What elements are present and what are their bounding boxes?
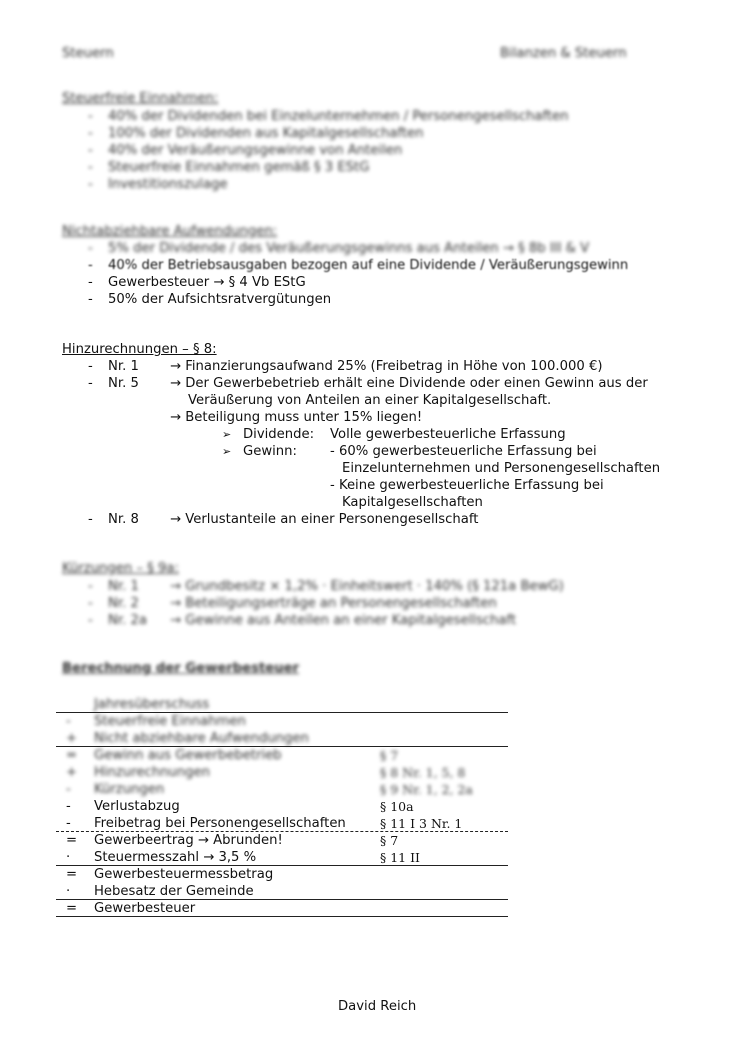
steuerfrei-item: Steuerfreie Einnahmen gemäß § 3 EStG [108, 160, 370, 175]
calc-ref: § 11 II [380, 850, 420, 865]
bullet-dash: - [88, 359, 93, 374]
bullet-dash: - [88, 126, 93, 141]
kuerzung-text: → Beteiligungserträge an Personengesellschaften [170, 596, 497, 611]
bullet-dash: - [88, 596, 93, 611]
bullet-dash: - [88, 241, 93, 256]
steuerfrei-item: 40% der Dividenden bei Einzelunternehmen / Personengesellschaften [108, 109, 569, 124]
kuerzung-label: Nr. 2 [108, 596, 139, 611]
bullet-dash: - [88, 258, 93, 273]
nr5-line: → Beteiligung muss unter 15% liegen! [170, 410, 423, 425]
footer-author: David Reich [338, 999, 417, 1014]
kuerzung-text: → Grundbesitz × 1,2% · Einheitswert · 140% (§ 121a BewG) [170, 579, 564, 594]
calc-label: Verlustabzug [94, 799, 180, 814]
bullet-dash: - [88, 177, 93, 192]
nr5-line: → Der Gewerbebetrieb erhält eine Dividende oder einen Gewinn aus der [170, 376, 648, 391]
nr8-label: Nr. 8 [108, 512, 139, 527]
calc-label: Hinzurechnungen [94, 765, 210, 780]
bullet-dash: - [88, 376, 93, 391]
nicht-abziehbar-item: 5% der Dividende / des Veräußerungsgewinns aus Anteilen → § 8b III & V [108, 241, 590, 256]
bullet-dash: - [88, 160, 93, 175]
calc-label: Nicht abziehbare Aufwendungen [94, 731, 309, 746]
nicht-abziehbar-title: Nichtabziehbare Aufwendungen: [62, 224, 278, 239]
nicht-abziehbar-item: 40% der Betriebsausgaben bezogen auf eine Dividende / Veräußerungsgewinn [108, 258, 629, 273]
berechnung-title: Berechnung der Gewerbesteuer [62, 661, 300, 676]
gewinn-text: - Keine gewerbesteuerliche Erfassung bei [330, 478, 604, 493]
calc-label: Gewerbesteuermessbetrag [94, 867, 274, 882]
header-right: Bilanzen & Steuern [500, 46, 627, 61]
gewinn-label: Gewinn: [243, 444, 297, 459]
calc-sign: = [66, 748, 78, 763]
nicht-abziehbar-item: 50% der Aufsichtsratvergütungen [108, 292, 332, 307]
kuerzung-text: → Gewinne aus Anteilen an einer Kapitalgesellschaft [170, 613, 517, 628]
calc-ref: § 7 [380, 748, 399, 763]
bullet-dash: - [88, 512, 93, 527]
nr8-text: → Verlustanteile an einer Personengesellschaft [170, 512, 479, 527]
calc-ref: § 9 Nr. 1, 2, 2a [380, 782, 473, 797]
nr1-text: → Finanzierungsaufwand 25% (Freibetrag in Höhe von 100.000 €) [170, 359, 603, 374]
hinzurechnungen-title: Hinzurechnungen – § 8: [62, 342, 217, 357]
arrow-bullet-icon: ➢ [222, 428, 232, 441]
calc-sign: + [66, 765, 78, 780]
header-left: Steuern [62, 46, 114, 61]
calc-label: Freibetrag bei Personengesellschaften [94, 816, 346, 831]
calc-label: Steuerfreie Einnahmen [94, 714, 246, 729]
calc-sign: = [66, 833, 78, 848]
gewinn-text: Kapitalgesellschaften [342, 495, 483, 510]
calc-label: Gewerbesteuer [94, 901, 196, 916]
calc-sign: · [66, 850, 71, 865]
calc-label: Steuermesszahl → 3,5 % [94, 850, 257, 865]
bullet-dash: - [88, 613, 93, 628]
calc-sign: - [66, 816, 71, 831]
calc-label: Gewerbeertrag → Abrunden! [94, 833, 283, 848]
calc-label: Hebesatz der Gemeinde [94, 884, 254, 899]
bullet-dash: - [88, 109, 93, 124]
arrow-bullet-icon: ➢ [222, 445, 232, 458]
calc-sign: - [66, 782, 71, 797]
kuerzung-label: Nr. 1 [108, 579, 139, 594]
bullet-dash: - [88, 292, 93, 307]
nr5-label: Nr. 5 [108, 376, 139, 391]
table-rule [56, 916, 508, 917]
kuerzungen-title: Kürzungen – § 9a: [62, 561, 179, 576]
steuerfrei-item: 40% der Veräußerungsgewinne von Anteilen [108, 143, 403, 158]
calc-sign: - [66, 714, 71, 729]
calc-label: Gewinn aus Gewerbebetrieb [94, 748, 282, 763]
nr5-line: Veräußerung von Anteilen an einer Kapitalgesellschaft. [188, 393, 552, 408]
dividende-label: Dividende: [243, 427, 315, 442]
calc-ref: § 10a [380, 799, 414, 814]
bullet-dash: - [88, 143, 93, 158]
calc-ref: § 8 Nr. 1, 5, 8 [380, 765, 466, 780]
calc-sign: = [66, 901, 78, 916]
calc-sign: - [66, 799, 71, 814]
nicht-abziehbar-item: Gewerbesteuer → § 4 Vb EStG [108, 275, 306, 290]
calc-sign: = [66, 867, 78, 882]
calc-ref: § 11 I 3 Nr. 1 [380, 816, 463, 831]
calc-label: Kürzungen [94, 782, 165, 797]
bullet-dash: - [88, 579, 93, 594]
nr1-label: Nr. 1 [108, 359, 139, 374]
calc-sign: · [66, 884, 71, 899]
calc-label: Jahresüberschuss [94, 697, 210, 712]
calc-ref: § 7 [380, 833, 399, 848]
calc-sign: + [66, 731, 78, 746]
kuerzung-label: Nr. 2a [108, 613, 147, 628]
steuerfrei-title: Steuerfreie Einnahmen: [62, 91, 219, 106]
steuerfrei-item: Investitionszulage [108, 177, 228, 192]
steuerfrei-item: 100% der Dividenden aus Kapitalgesellschaften [108, 126, 424, 141]
bullet-dash: - [88, 275, 93, 290]
gewinn-text: Einzelunternehmen und Personengesellschaften [342, 461, 661, 476]
gewinn-text: - 60% gewerbesteuerliche Erfassung bei [330, 444, 597, 459]
dividende-text: Volle gewerbesteuerliche Erfassung [330, 427, 566, 442]
